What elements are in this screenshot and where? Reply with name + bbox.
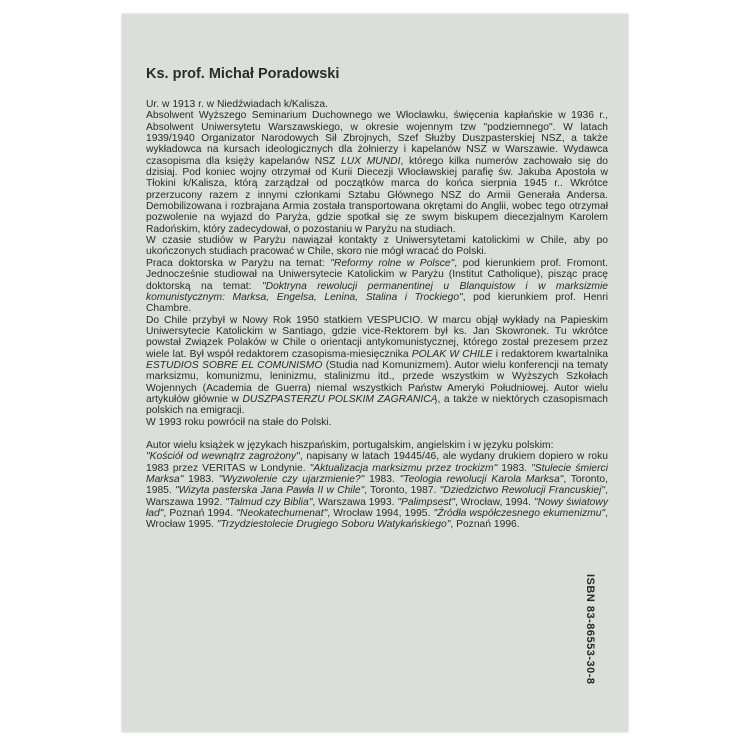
book-title: "Aktualizacja marksizmu przez trockizm" — [309, 462, 498, 474]
book-back-cover — [122, 14, 628, 732]
isbn-number: ISBN 83-86553-30-8 — [584, 574, 596, 685]
book-title: "Nowy światowy ład" — [146, 496, 608, 520]
book-title: "Wyzwolenie czy ujarzmienie?" — [218, 474, 365, 485]
book-title: "Trzydziestolecie Drugiego Soboru Watykańskiego" — [216, 519, 451, 531]
polak-w-chile-title: POLAK W CHILE — [411, 348, 493, 360]
bio-paris: W czasie studiów w Paryżu nawiązał kontakty z Uniwersytetami katolickimi w Chile, aby po ukończonych studiach pracować w Chile, skoro nie mógł wracać do Polski. — [146, 235, 608, 258]
books-list: "Kościół od wewnątrz zagrożony", napisany w latach 19445/46, ale wydany drukiem dopiero w roku 1983 przez VERITAS w Londynie. "Aktualizacja marksizmu przez trockizm" 1983. "Stulecie śmierci Marksa" 1983. "Wyzwolenie czy ujarzmienie?" 1983. "Teologia rewolucji Karola Marksa", Toronto, 1985. "Wizyta pasterska Jana Pawła II w Chile", Toronto, 1987. "Dziedzictwo Rewolucji Francuskiej", Warszawa 1992. "Talmud czy Biblia", Warszawa 1993. "Palimpsest", Wrocław, 1994. "Nowy światowy ład", Poznań 1994. "Neokatechumenat", Wrocław 1994, 1995. "Źródła współczesnego ekumenizmu", Wrocław 1995. "Trzydziestolecie Drugiego Soboru Watykańskiego", Poznań 1996. — [146, 451, 608, 531]
paragraph-gap — [146, 428, 608, 440]
bio-education: Absolwent Wyższego Seminarium Duchownego we Włocławku, święcenia kapłańskie w 1936 r., Absolwent Uniwersytetu Warszawskiego, w okresie wojennym tzw "podziemnego". W latach 1939/1940 Organizator Narodowych Sił Zbrojnych, Szef Służby Duszpasterskiej NSZ, a także wykładowca na kursach ideologicznych dla żołnierzy i kapelanów NSZ w Warszawie. Wydawca czasopisma dla księży kapelanów NSZ LUX MUNDI, którego kilka numerów zachowało się do dzisiaj. Pod koniec wojny otrzymał od Kurii Diecezji Włocławskiej parafię św. Jakuba Apostoła w Tłokini k/Kalisza, którą zarządzał od początków marca do końca sierpnia 1945 r.. Wkrótce przerzucony razem z innymi członkami Sztabu Głównego NSZ do Armii Generała Andersa. Demobilizowana i rozbrajana Armia została transportowana okrętami do Anglii, wobec tego otrzymał pozwolenie na wyjazd do Paryża, gdzie spotkał się ze swym biskupem diecezjalnym Karolem Radońskim, który zadecydował, o pozostaniu w Paryżu na studiach. — [146, 110, 608, 235]
book-title: "Dziedzictwo Rewolucji Francuskiej" — [439, 485, 606, 497]
doctorate-title-2: "Doktryna rewolucji permanentinej u Blanquistow i w marksizmie komunistycznym: Marksa, Engelsa, Lenina, Stalina i Trockiego" — [146, 280, 608, 303]
book-title: "Kościół od wewnątrz zagrożony" — [146, 451, 300, 463]
bio-birth: Ur. w 1913 r. w Niedźwiadach k/Kalisza. — [146, 99, 328, 110]
estudios-title: ESTUDIOS SOBRE EL COMUNISMO — [146, 359, 323, 371]
doctorate-title: "Reformy rolne w Polsce" — [330, 257, 455, 269]
bio-return: W 1993 roku powrócił na stałe do Polski. — [146, 416, 332, 428]
book-title: "Wizyta pasterska Jana Pawła II w Chile" — [175, 485, 365, 497]
author-biography — [146, 99, 608, 531]
duszpasterz-title: DUSZPASTERZU POLSKIM ZAGRANICĄ — [242, 393, 438, 405]
book-title: "Źródła współczesnego ekumenizmu" — [433, 508, 606, 520]
book-title: "Stulecie śmierci Marksa" — [146, 462, 608, 485]
author-name: Ks. prof. Michał Poradowski — [146, 66, 340, 82]
bio-doctorate: Praca doktorska w Paryżu na temat: "Reformy rolne w Polsce", pod kierunkiem prof. Fromont. Jednocześnie studiował na Uniwersytecie Katolickim w Paryżu (Institut Catholique), pisząc pracę doktorską na temat: "Doktryna rewolucji permanentinej u Blanquistow i w marksizmie komunistycznym: Marksa, Engelsa, Lenina, Stalina i Trockiego", pod kierunkiem prof. Henri Chambre. — [146, 257, 609, 315]
lux-mundi-title: LUX MUNDI — [340, 155, 401, 167]
books-intro: Autor wielu książek w językach hiszpańskim, portugalskim, angielskim i w języku polskim: — [146, 439, 554, 451]
book-title: "Neokatechumenat" — [236, 508, 328, 520]
book-title: "Teologia rewolucji Karola Marksa" — [399, 474, 564, 485]
book-title: "Palimpsest" — [397, 496, 456, 508]
book-title: "Talmud czy Biblia" — [225, 496, 313, 508]
bio-chile: Do Chile przybył w Nowy Rok 1950 statkiem VESPUCIO. W marcu objął wykłady na Papieskim Uniwersytecie Katolickim w Santiago, gdzie vice-Rektorem był ks. Jan Skowronek. Tu wkrótce powstał Związek Polaków w Chile o orientacji antykomunistycznej, którego został prezesem przez wiele lat. Był współ redaktorem czasopisma-miesięcznika POLAK W CHILE i redaktorem kwartalnika ESTUDIOS SOBRE EL COMUNISMO (Studia nad Komunizmem). Autor wielu konferencji na tematy marksizmu, komunizmu, leninizmu, stalinizmu itd., przede wszystkim w Wyższych Szkołach Wojennych (Academia de Guerra) niemal wszystkich Państw Ameryki Południowej. Autor wielu artykułów głównie w DUSZPASTERZU POLSKIM ZAGRANICĄ, a także w niektórych czasopismach polskich na emigracji. — [146, 314, 609, 417]
